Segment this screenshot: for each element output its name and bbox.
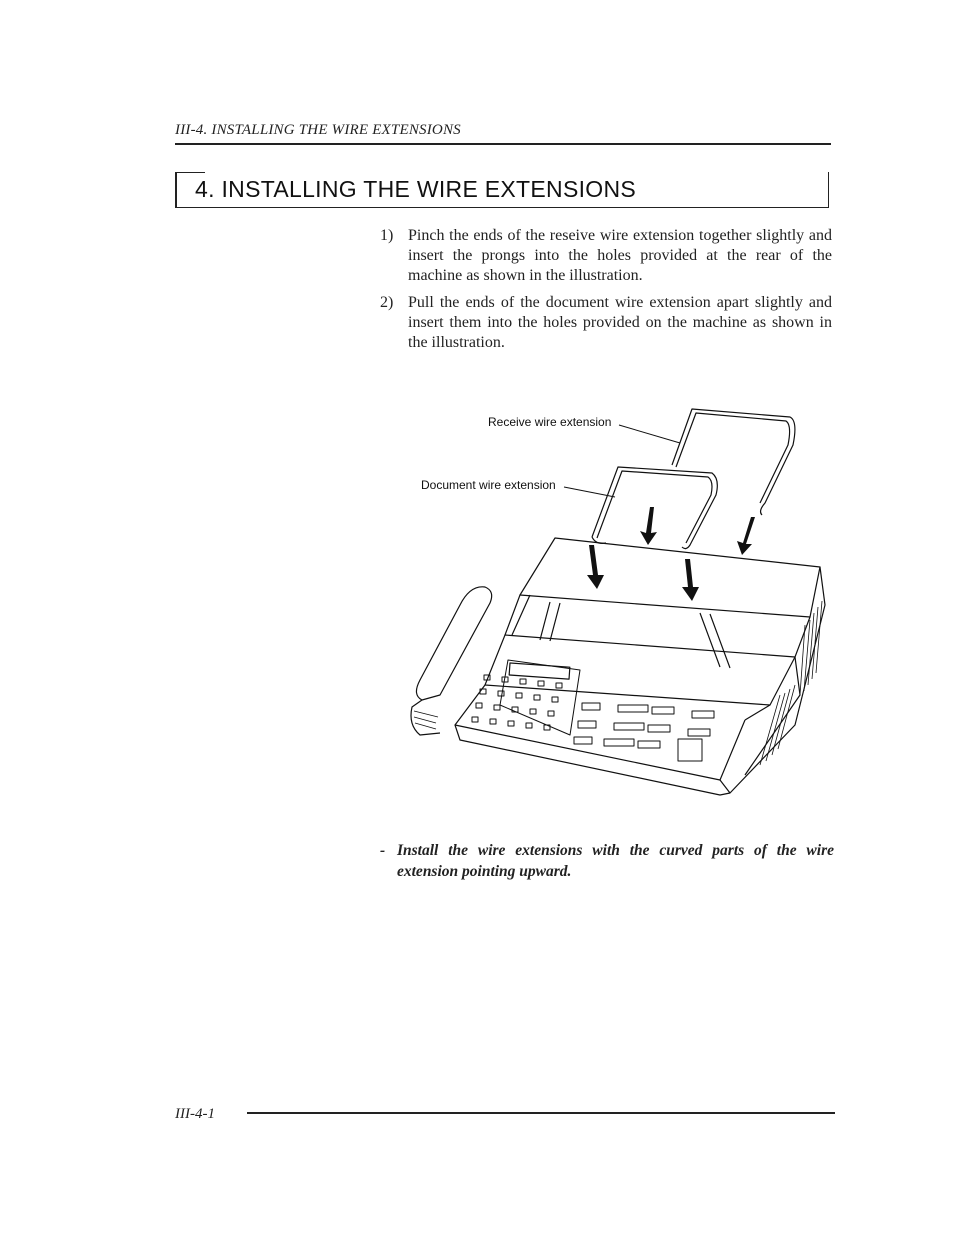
section-title: 4. INSTALLING THE WIRE EXTENSIONS	[195, 176, 637, 202]
document-wire-label: Document wire extension	[421, 478, 556, 492]
insertion-arrows	[587, 507, 755, 601]
step-text: Pull the ends of the document wire extension apart slightly and insert them into the holes provided on the machine as shown in the illustration.	[408, 294, 832, 351]
fax-machine-illustration	[400, 395, 840, 805]
fax-machine-body	[411, 538, 825, 795]
running-header: III-4. INSTALLING THE WIRE EXTENSIONS	[175, 122, 461, 138]
step-number: 2)	[380, 294, 394, 311]
header-rule	[175, 143, 831, 145]
document-wire-extension	[592, 467, 717, 549]
note-text: Install the wire extensions with the curved parts of the wire extension pointing upward.	[397, 842, 834, 880]
page-number: III-4-1	[175, 1106, 215, 1122]
receive-leader-line	[619, 425, 680, 443]
footer-rule	[247, 1112, 835, 1114]
section-title-box-top	[175, 172, 205, 173]
step-text: Pinch the ends of the reseive wire extension together slightly and insert the prongs into the holes provided at the rear of the machine as shown in the illustration.	[408, 227, 832, 284]
receive-wire-extension	[672, 409, 795, 515]
step-number: 1)	[380, 227, 394, 244]
note-dash: -	[380, 842, 386, 859]
receive-wire-label: Receive wire extension	[488, 415, 612, 429]
document-leader-line	[564, 487, 615, 497]
